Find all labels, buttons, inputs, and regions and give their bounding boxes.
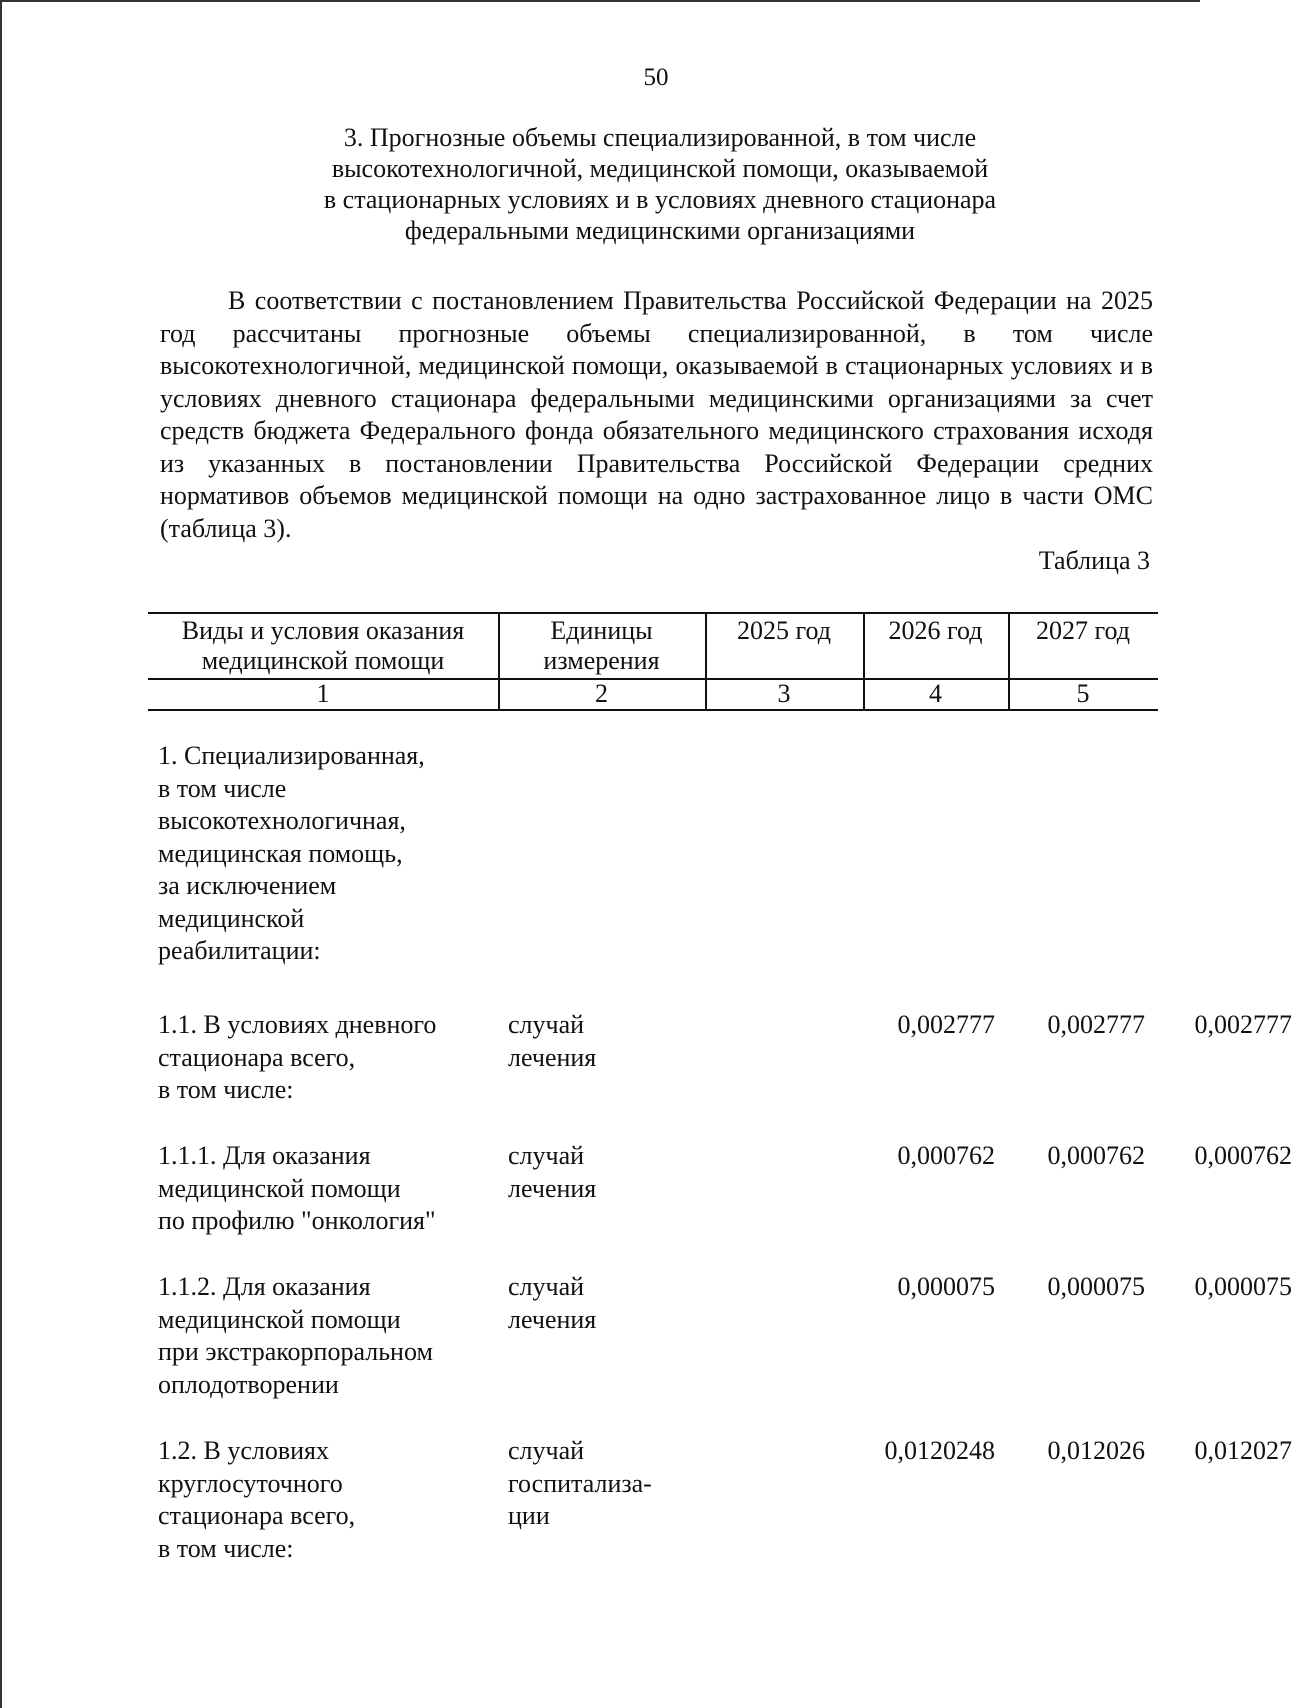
header-2026: 2026 год — [888, 616, 983, 645]
body-paragraph: В соответствии с постановлением Правительства Российской Федерации на 2025 год рассчитаны прогнозные объемы специализированной, в том числе высокотехнологичной, медицинской помощи, оказываемой в стационарных условиях и в условиях дневного стационара федеральными медицинскими организациями за счет средств бюджета Федерального фонда обязательного медицинского страхования исходя из указанных в постановлении Правительства Российской Федерации средних нормативов объемов медицинской помощи на одно застрахованное лицо в части ОМС (таблица 3). — [160, 286, 1153, 543]
value-2026: 0,000075 — [1047, 1272, 1145, 1301]
row-unit: случай лечения — [508, 1272, 597, 1334]
row-name: 1.1.2. Для оказания медицинской помощи при экстракорпоральном оплодотворении — [158, 1272, 433, 1399]
value-2025: 0,002777 — [897, 1010, 995, 1039]
value-2027: 0,012027 — [1194, 1436, 1292, 1465]
row-name: 1.1. В условиях дневного стационара всего, в том числе: — [158, 1010, 437, 1104]
column-number: 4 — [929, 679, 942, 708]
value-2027: 0,000762 — [1194, 1141, 1292, 1170]
header-kind: Виды и условия оказания медицинской помощи — [181, 616, 465, 675]
table-caption: Таблица 3 — [1038, 546, 1150, 575]
page-number: 50 — [643, 64, 669, 91]
value-2027: 0,000075 — [1194, 1272, 1292, 1301]
scan-edge-left — [0, 0, 2, 1708]
value-2027: 0,002777 — [1194, 1010, 1292, 1039]
column-number: 3 — [777, 679, 791, 708]
row-name: 1.1.1. Для оказания медицинской помощи по профилю "онкология" — [158, 1141, 436, 1235]
value-2025: 0,000075 — [897, 1272, 995, 1301]
row-unit: случай госпитализа- ции — [508, 1436, 652, 1530]
row-unit: случай лечения — [508, 1141, 597, 1203]
heading-line: в стационарных условиях и в условиях дневного стационара — [323, 185, 997, 214]
section-heading — [160, 122, 1160, 246]
header-2025: 2025 год — [737, 616, 831, 645]
value-2026: 0,002777 — [1047, 1010, 1145, 1039]
header-2027: 2027 год — [1036, 616, 1130, 645]
value-2025: 0,0120248 — [884, 1436, 995, 1465]
row-name: 1. Специализированная, в том числе высокотехнологичная, медицинская помощь, за исключением медицинской реабилитации: — [158, 741, 425, 965]
scan-edge-top — [0, 0, 1200, 2]
row-name: 1.2. В условиях круглосуточного стационара всего, в том числе: — [158, 1436, 356, 1563]
heading-line: федеральными медицинскими организациями — [404, 216, 916, 245]
value-2026: 0,000762 — [1047, 1141, 1145, 1170]
row-unit: случай лечения — [508, 1010, 597, 1072]
table-numbers-rule — [148, 709, 1158, 711]
value-2025: 0,000762 — [897, 1141, 995, 1170]
table-top-rule — [148, 612, 1158, 614]
header-unit: Единицы измерения — [543, 616, 660, 675]
heading-line: высокотехнологичной, медицинской помощи, оказываемой — [331, 154, 989, 183]
value-2026: 0,012026 — [1047, 1436, 1145, 1465]
heading-line: 3. Прогнозные объемы специализированной, в том числе — [343, 123, 977, 152]
column-number: 5 — [1076, 679, 1090, 708]
column-number: 2 — [595, 679, 608, 708]
column-number: 1 — [316, 679, 330, 708]
